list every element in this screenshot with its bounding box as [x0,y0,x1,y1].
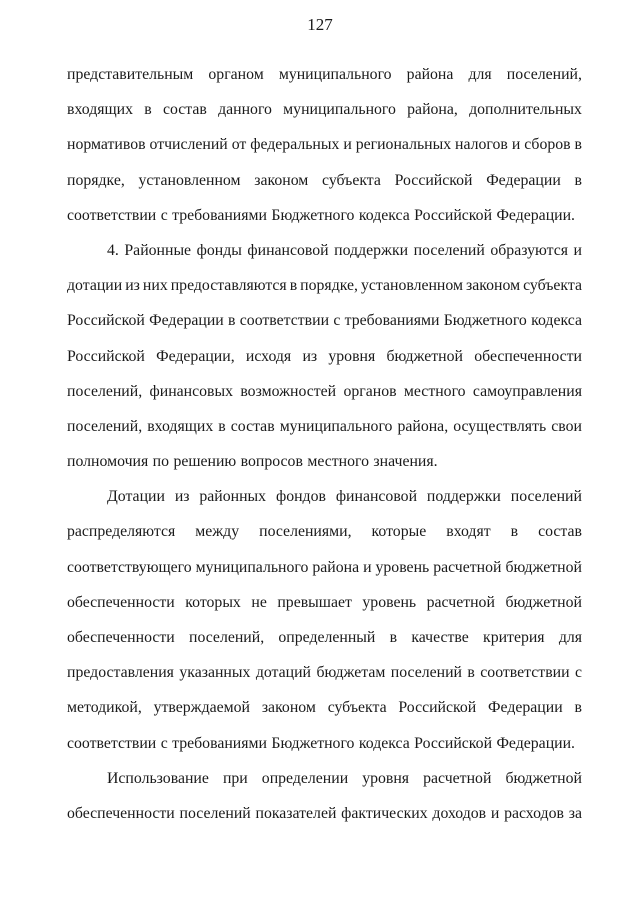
paragraph [67,768,582,838]
text-line: поселений, входящих в состав муниципального района, осуществлять свои [67,417,582,435]
text-line: поселений, финансовых возможностей органов местного самоуправления [67,382,582,400]
text-line: предоставления указанных дотаций бюджетам поселений в соответствии с [67,664,582,682]
text-line: входящих в состав данного муниципального района, дополнительных [67,101,582,119]
text-line: Дотации из районных фондов финансовой поддержки поселений [107,488,582,506]
text-line: методикой, утверждаемой законом субъекта Российской Федерации в [67,699,582,717]
text-line: 4. Районные фонды финансовой поддержки поселений образуются и [107,241,582,259]
paragraph [67,64,582,240]
document-body [67,64,582,838]
text-line: обеспеченности поселений показателей фактических доходов и расходов за [67,804,582,822]
text-line: порядке, установленном законом субъекта Российской Федерации в [67,171,582,189]
text-line: соответствии с требованиями Бюджетного кодекса Российской Федерации. [67,206,576,224]
text-line: полномочия по решению вопросов местного значения. [67,453,438,471]
paragraph [67,486,582,768]
text-line: Российской Федерации, исходя из уровня бюджетной обеспеченности [67,347,582,365]
text-line: распределяются между поселениями, которые входят в состав [67,523,582,541]
text-line: соответствии с требованиями Бюджетного кодекса Российской Федерации. [67,734,576,752]
page-number: 127 [307,15,333,34]
paragraph [67,240,582,486]
text-line: Использование при определении уровня расчетной бюджетной [107,769,582,787]
text-line: Российской Федерации в соответствии с требованиями Бюджетного кодекса [67,312,582,330]
text-line: представительным органом муниципального района для поселений, [67,66,582,83]
text-line: дотации из них предоставляются в порядке, установленном законом субъекта [67,277,582,295]
text-line: обеспеченности поселений, определенный в качестве критерия для [67,629,582,646]
text-line: нормативов отчислений от федеральных и региональных налогов и сборов в [67,136,582,154]
text-line: соответствующего муниципального района и уровень расчетной бюджетной [67,558,582,576]
text-line: обеспеченности которых не превышает уровень расчетной бюджетной [67,593,582,611]
